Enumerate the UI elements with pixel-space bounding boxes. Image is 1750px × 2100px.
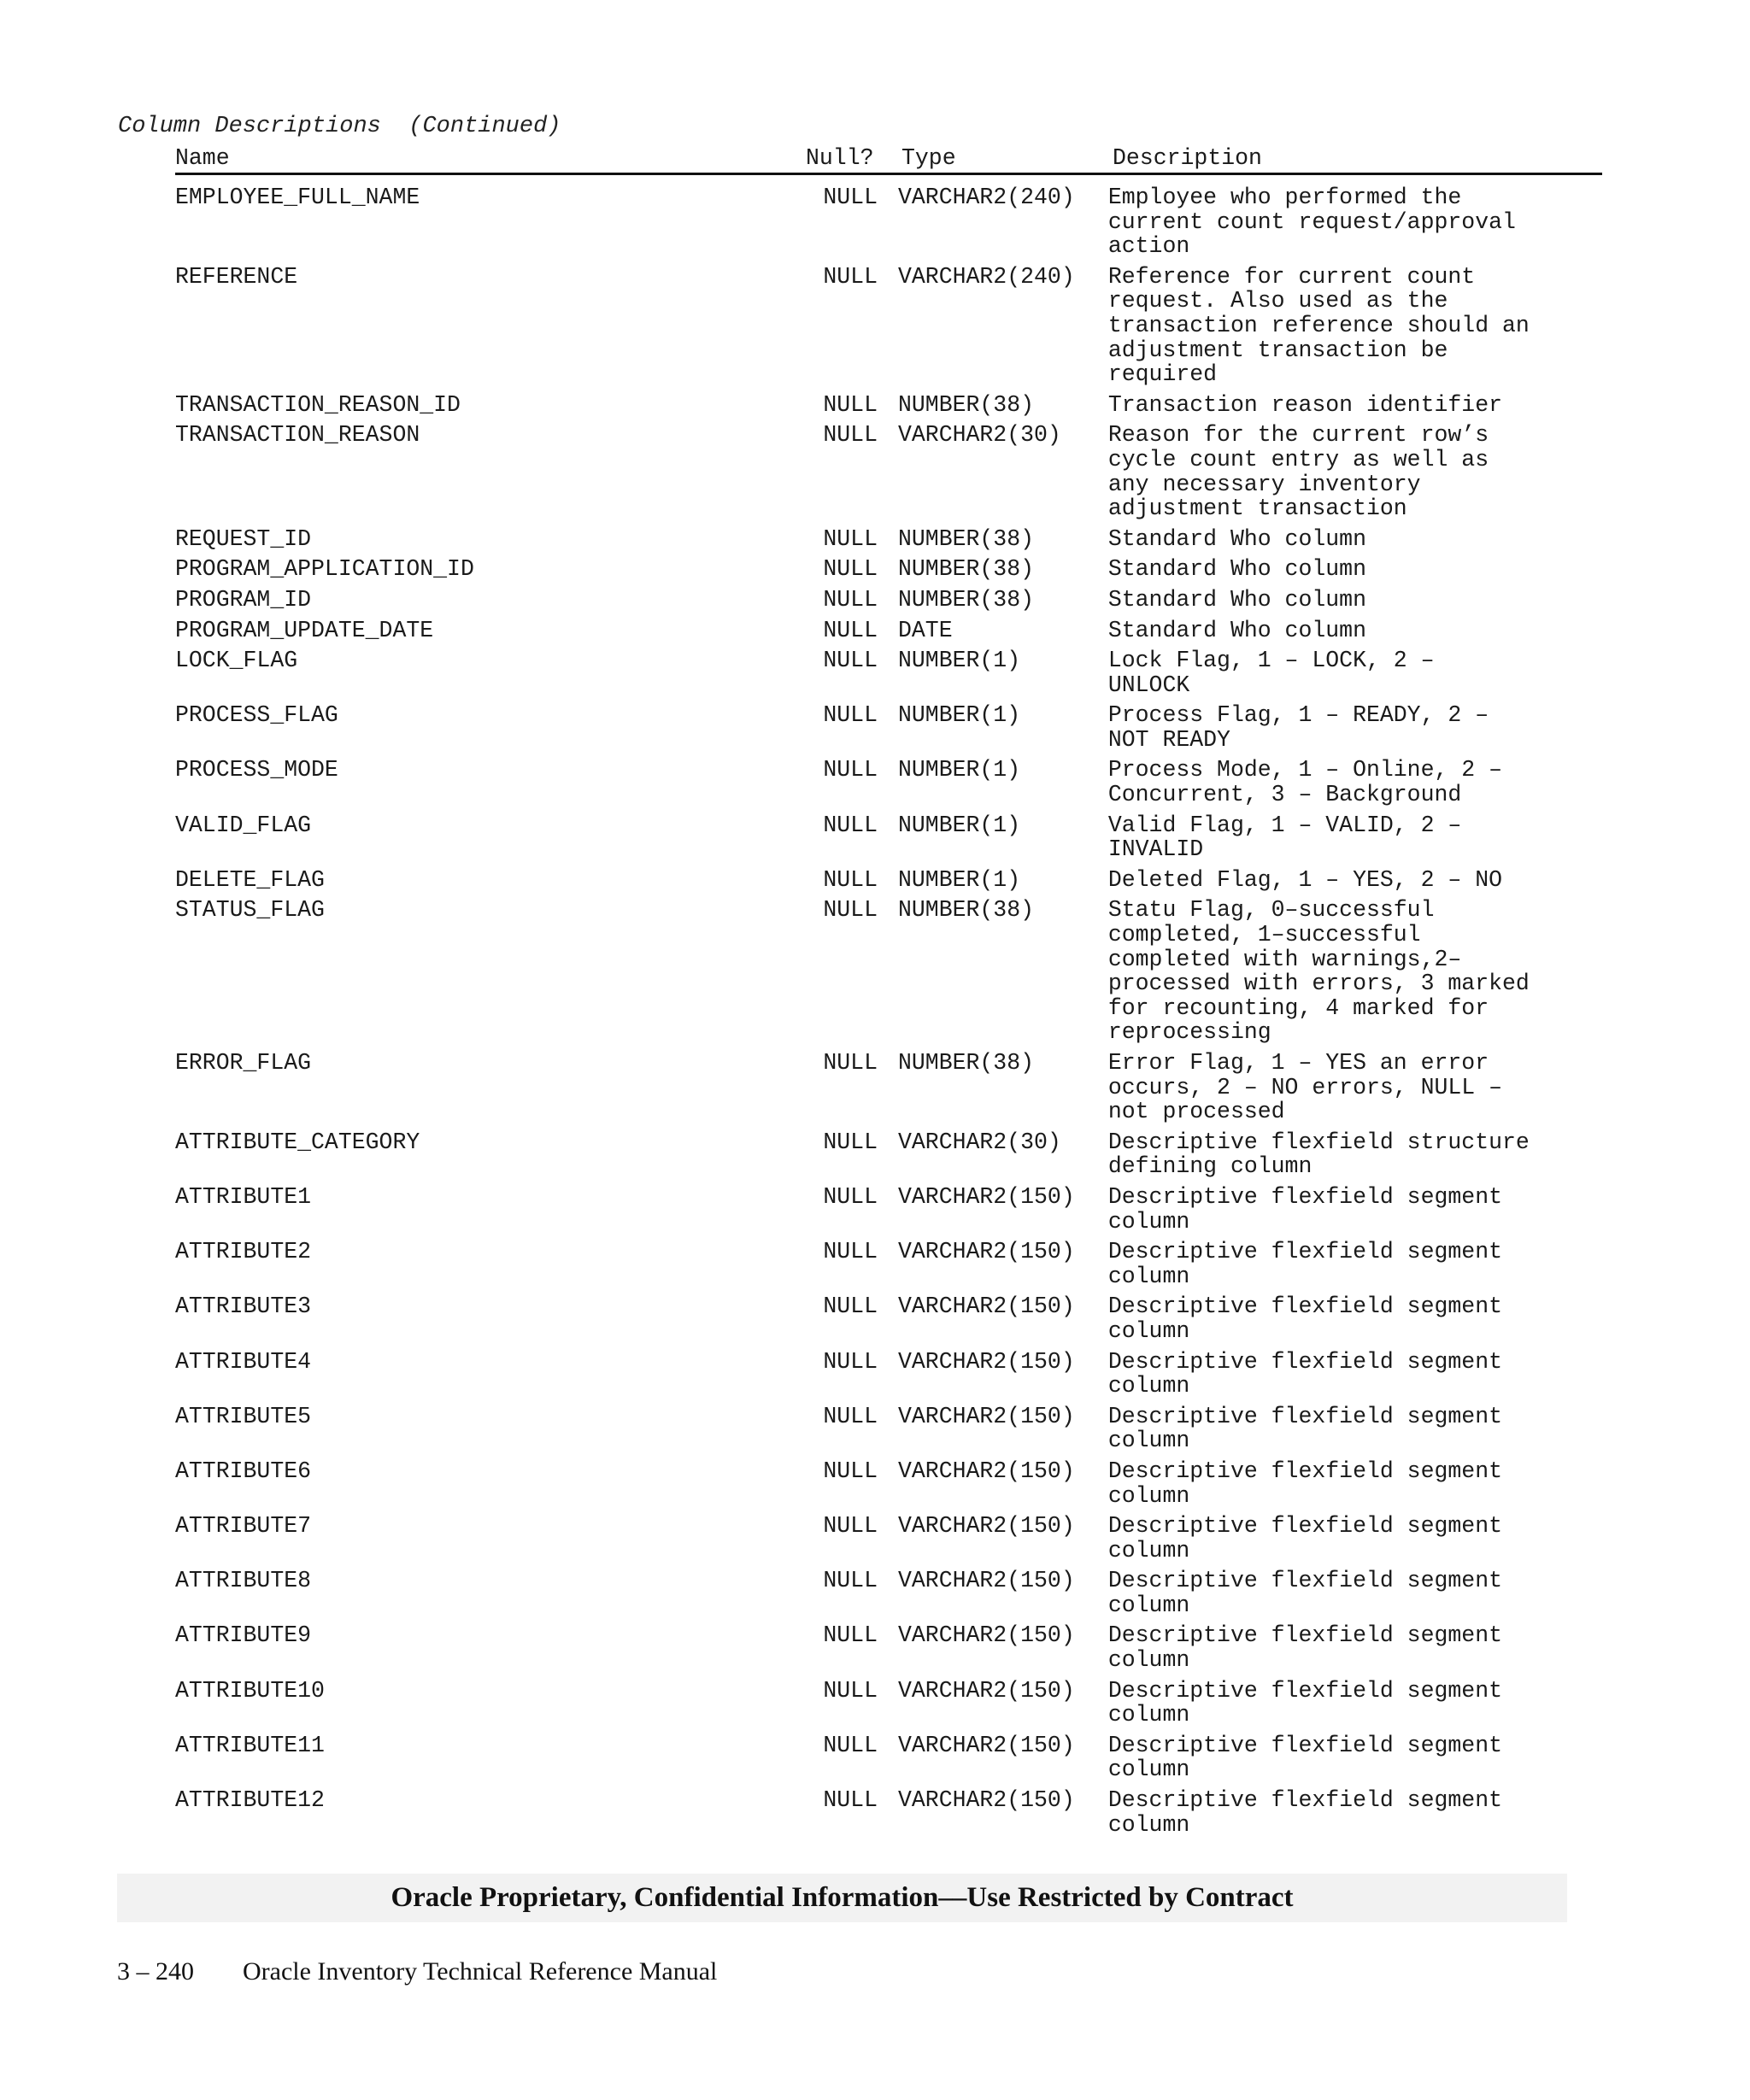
column-type: NUMBER(38) — [897, 1050, 1035, 1076]
table-row — [175, 1240, 1602, 1288]
column-null: NULL — [823, 263, 878, 290]
column-type: NUMBER(38) — [897, 897, 1035, 924]
column-description: Descriptive flexfield segment column — [1107, 1239, 1503, 1289]
column-null: NULL — [823, 1787, 878, 1814]
column-name: ATTRIBUTE11 — [175, 1732, 325, 1758]
column-null: NULL — [823, 185, 878, 210]
column-type: NUMBER(1) — [897, 866, 1021, 893]
column-type: VARCHAR2(150) — [897, 1403, 1075, 1429]
column-null: NULL — [823, 1732, 878, 1758]
column-type: VARCHAR2(150) — [897, 1513, 1075, 1540]
column-type: VARCHAR2(150) — [897, 1732, 1075, 1758]
column-type: VARCHAR2(150) — [897, 1183, 1075, 1210]
column-description: Statu Flag, 0–successful completed, 1–successful completed with warnings,2– processed with errors, 3 marked for recounting, 4 marked for reprocessing — [1107, 897, 1530, 1046]
column-name: TRANSACTION_REASON_ID — [175, 391, 461, 418]
column-null: NULL — [823, 525, 878, 552]
header-null: Null? — [806, 145, 874, 171]
column-null: NULL — [823, 1183, 878, 1210]
table-row — [175, 185, 1602, 259]
column-type: VARCHAR2(150) — [897, 1677, 1075, 1704]
table-row — [175, 1350, 1602, 1399]
column-null: NULL — [823, 1348, 878, 1375]
column-null: NULL — [823, 1513, 878, 1540]
column-name: ATTRIBUTE_CATEGORY — [175, 1129, 420, 1155]
column-null: NULL — [823, 617, 878, 643]
column-name: ATTRIBUTE7 — [175, 1513, 312, 1540]
column-name: LOCK_FLAG — [175, 648, 298, 674]
column-name: ATTRIBUTE1 — [175, 1183, 312, 1210]
table-row — [175, 423, 1602, 520]
column-null: NULL — [823, 812, 878, 838]
column-name: ATTRIBUTE10 — [175, 1677, 325, 1704]
column-null: NULL — [823, 702, 878, 729]
column-description: Descriptive flexfield segment column — [1107, 1348, 1503, 1399]
page-number: 3 – 240 — [117, 1957, 194, 1986]
column-type: VARCHAR2(30) — [897, 422, 1061, 449]
column-name: PROGRAM_APPLICATION_ID — [175, 556, 474, 583]
column-name: PROGRAM_UPDATE_DATE — [175, 617, 434, 643]
table-row — [175, 868, 1602, 893]
confidential-banner: Oracle Proprietary, Confidential Information––Use Restricted by Contract — [117, 1874, 1567, 1922]
column-null: NULL — [823, 1458, 878, 1484]
column-type: VARCHAR2(150) — [897, 1787, 1075, 1814]
column-null: NULL — [823, 586, 878, 613]
table-row — [175, 557, 1602, 582]
column-description: Transaction reason identifier — [1107, 391, 1503, 418]
column-null: NULL — [823, 1622, 878, 1649]
column-name: EMPLOYEE_FULL_NAME — [175, 185, 420, 210]
column-description: Descriptive flexfield segment column — [1107, 1622, 1503, 1674]
table-row — [175, 758, 1602, 807]
table-row — [175, 527, 1602, 552]
column-name: ATTRIBUTE5 — [175, 1403, 312, 1429]
column-null: NULL — [823, 1239, 878, 1265]
column-type: VARCHAR2(240) — [897, 263, 1075, 290]
header-name: Name — [175, 145, 230, 171]
column-description: Reference for current count request. Also used as the transaction reference should an adjustment transaction be required — [1107, 263, 1530, 388]
column-type: NUMBER(1) — [897, 648, 1021, 674]
column-description: Process Flag, 1 – READY, 2 – NOT READY — [1107, 702, 1489, 753]
column-null: NULL — [823, 1293, 878, 1320]
table-row — [175, 1733, 1602, 1782]
column-null: NULL — [823, 391, 878, 418]
column-null: NULL — [823, 648, 878, 674]
column-type: VARCHAR2(150) — [897, 1622, 1075, 1649]
column-description: Process Mode, 1 – Online, 2 – Concurrent, 3 – Background — [1107, 757, 1503, 808]
table-header — [175, 144, 1602, 175]
column-name: REQUEST_ID — [175, 525, 312, 552]
column-name: ATTRIBUTE8 — [175, 1568, 312, 1594]
column-type: NUMBER(38) — [897, 556, 1035, 583]
column-description: Valid Flag, 1 – VALID, 2 – INVALID — [1107, 812, 1462, 863]
column-name: PROGRAM_ID — [175, 586, 312, 613]
column-name: VALID_FLAG — [175, 812, 312, 838]
manual-title: Oracle Inventory Technical Reference Manual — [243, 1957, 718, 1986]
column-description: Employee who performed the current count request/approval action — [1107, 185, 1516, 260]
column-type: NUMBER(38) — [897, 586, 1035, 613]
table-row — [175, 393, 1602, 418]
header-description: Description — [1113, 145, 1262, 171]
column-description: Descriptive flexfield segment column — [1107, 1568, 1503, 1618]
column-type: NUMBER(38) — [897, 525, 1035, 552]
column-name: DELETE_FLAG — [175, 866, 325, 893]
table-row — [175, 265, 1602, 387]
table-row — [175, 1788, 1602, 1837]
table-row — [175, 1459, 1602, 1508]
column-null: NULL — [823, 1568, 878, 1594]
column-type: NUMBER(1) — [897, 702, 1021, 729]
column-name: PROCESS_MODE — [175, 757, 338, 783]
column-type: NUMBER(1) — [897, 757, 1021, 783]
column-null: NULL — [823, 866, 878, 893]
column-name: REFERENCE — [175, 263, 298, 290]
column-null: NULL — [823, 422, 878, 449]
column-name: ATTRIBUTE12 — [175, 1787, 325, 1814]
column-null: NULL — [823, 757, 878, 783]
column-name: ATTRIBUTE3 — [175, 1293, 312, 1320]
header-type: Type — [901, 145, 956, 171]
column-name: STATUS_FLAG — [175, 897, 325, 924]
table-body — [175, 175, 1602, 1837]
column-type: VARCHAR2(150) — [897, 1458, 1075, 1484]
column-null: NULL — [823, 1403, 878, 1429]
column-type: VARCHAR2(150) — [897, 1239, 1075, 1265]
column-type: VARCHAR2(150) — [897, 1348, 1075, 1375]
table-row — [175, 703, 1602, 752]
column-description: Descriptive flexfield segment column — [1107, 1458, 1503, 1509]
table-row — [175, 588, 1602, 613]
column-null: NULL — [823, 897, 878, 924]
column-description: Error Flag, 1 – YES an error occurs, 2 – NO errors, NULL – not processed — [1107, 1050, 1503, 1125]
table-row — [175, 1051, 1602, 1124]
column-type: NUMBER(1) — [897, 812, 1021, 838]
table-row — [175, 1623, 1602, 1672]
column-name: TRANSACTION_REASON — [175, 422, 420, 449]
column-description: Lock Flag, 1 – LOCK, 2 – UNLOCK — [1107, 648, 1435, 698]
column-type: VARCHAR2(240) — [897, 185, 1075, 210]
column-description: Descriptive flexfield segment column — [1107, 1732, 1503, 1783]
column-description: Descriptive flexfield segment column — [1107, 1403, 1503, 1454]
column-name: ERROR_FLAG — [175, 1050, 312, 1076]
table-row — [175, 1294, 1602, 1343]
column-name: PROCESS_FLAG — [175, 702, 338, 729]
column-type: VARCHAR2(150) — [897, 1568, 1075, 1594]
table-row — [175, 1569, 1602, 1617]
table-row — [175, 1185, 1602, 1234]
page-footer — [117, 1956, 717, 1987]
column-null: NULL — [823, 1677, 878, 1704]
column-description: Standard Who column — [1107, 586, 1366, 613]
column-description: Descriptive flexfield segment column — [1107, 1293, 1503, 1344]
column-description: Descriptive flexfield structure defining column — [1107, 1129, 1530, 1180]
column-description: Reason for the current row’s cycle count entry as well as any necessary inventory adjustment transaction — [1107, 422, 1489, 522]
table-row — [175, 619, 1602, 643]
table-row — [175, 1514, 1602, 1563]
column-name: ATTRIBUTE6 — [175, 1458, 312, 1484]
table-row — [175, 1679, 1602, 1728]
column-type: VARCHAR2(30) — [897, 1129, 1061, 1155]
column-description: Deleted Flag, 1 – YES, 2 – NO — [1107, 866, 1503, 893]
table-row — [175, 813, 1602, 862]
column-description: Standard Who column — [1107, 556, 1366, 583]
table-row — [175, 648, 1602, 697]
column-description: Descriptive flexfield segment column — [1107, 1183, 1503, 1235]
column-null: NULL — [823, 556, 878, 583]
table-row — [175, 1405, 1602, 1453]
column-null: NULL — [823, 1050, 878, 1076]
table-row — [175, 898, 1602, 1045]
column-type: DATE — [897, 617, 953, 643]
column-type: VARCHAR2(150) — [897, 1293, 1075, 1320]
column-description: Descriptive flexfield segment column — [1107, 1513, 1503, 1563]
column-null: NULL — [823, 1129, 878, 1155]
column-name: ATTRIBUTE9 — [175, 1622, 312, 1649]
column-description: Standard Who column — [1107, 617, 1366, 643]
column-description: Standard Who column — [1107, 525, 1366, 552]
table-caption: Column Descriptions (Continued) — [118, 114, 561, 139]
column-name: ATTRIBUTE2 — [175, 1239, 312, 1265]
column-descriptions-table — [175, 144, 1602, 1843]
column-type: NUMBER(38) — [897, 391, 1035, 418]
column-name: ATTRIBUTE4 — [175, 1348, 312, 1375]
table-row — [175, 1130, 1602, 1179]
column-description: Descriptive flexfield segment column — [1107, 1787, 1503, 1838]
column-description: Descriptive flexfield segment column — [1107, 1677, 1503, 1728]
